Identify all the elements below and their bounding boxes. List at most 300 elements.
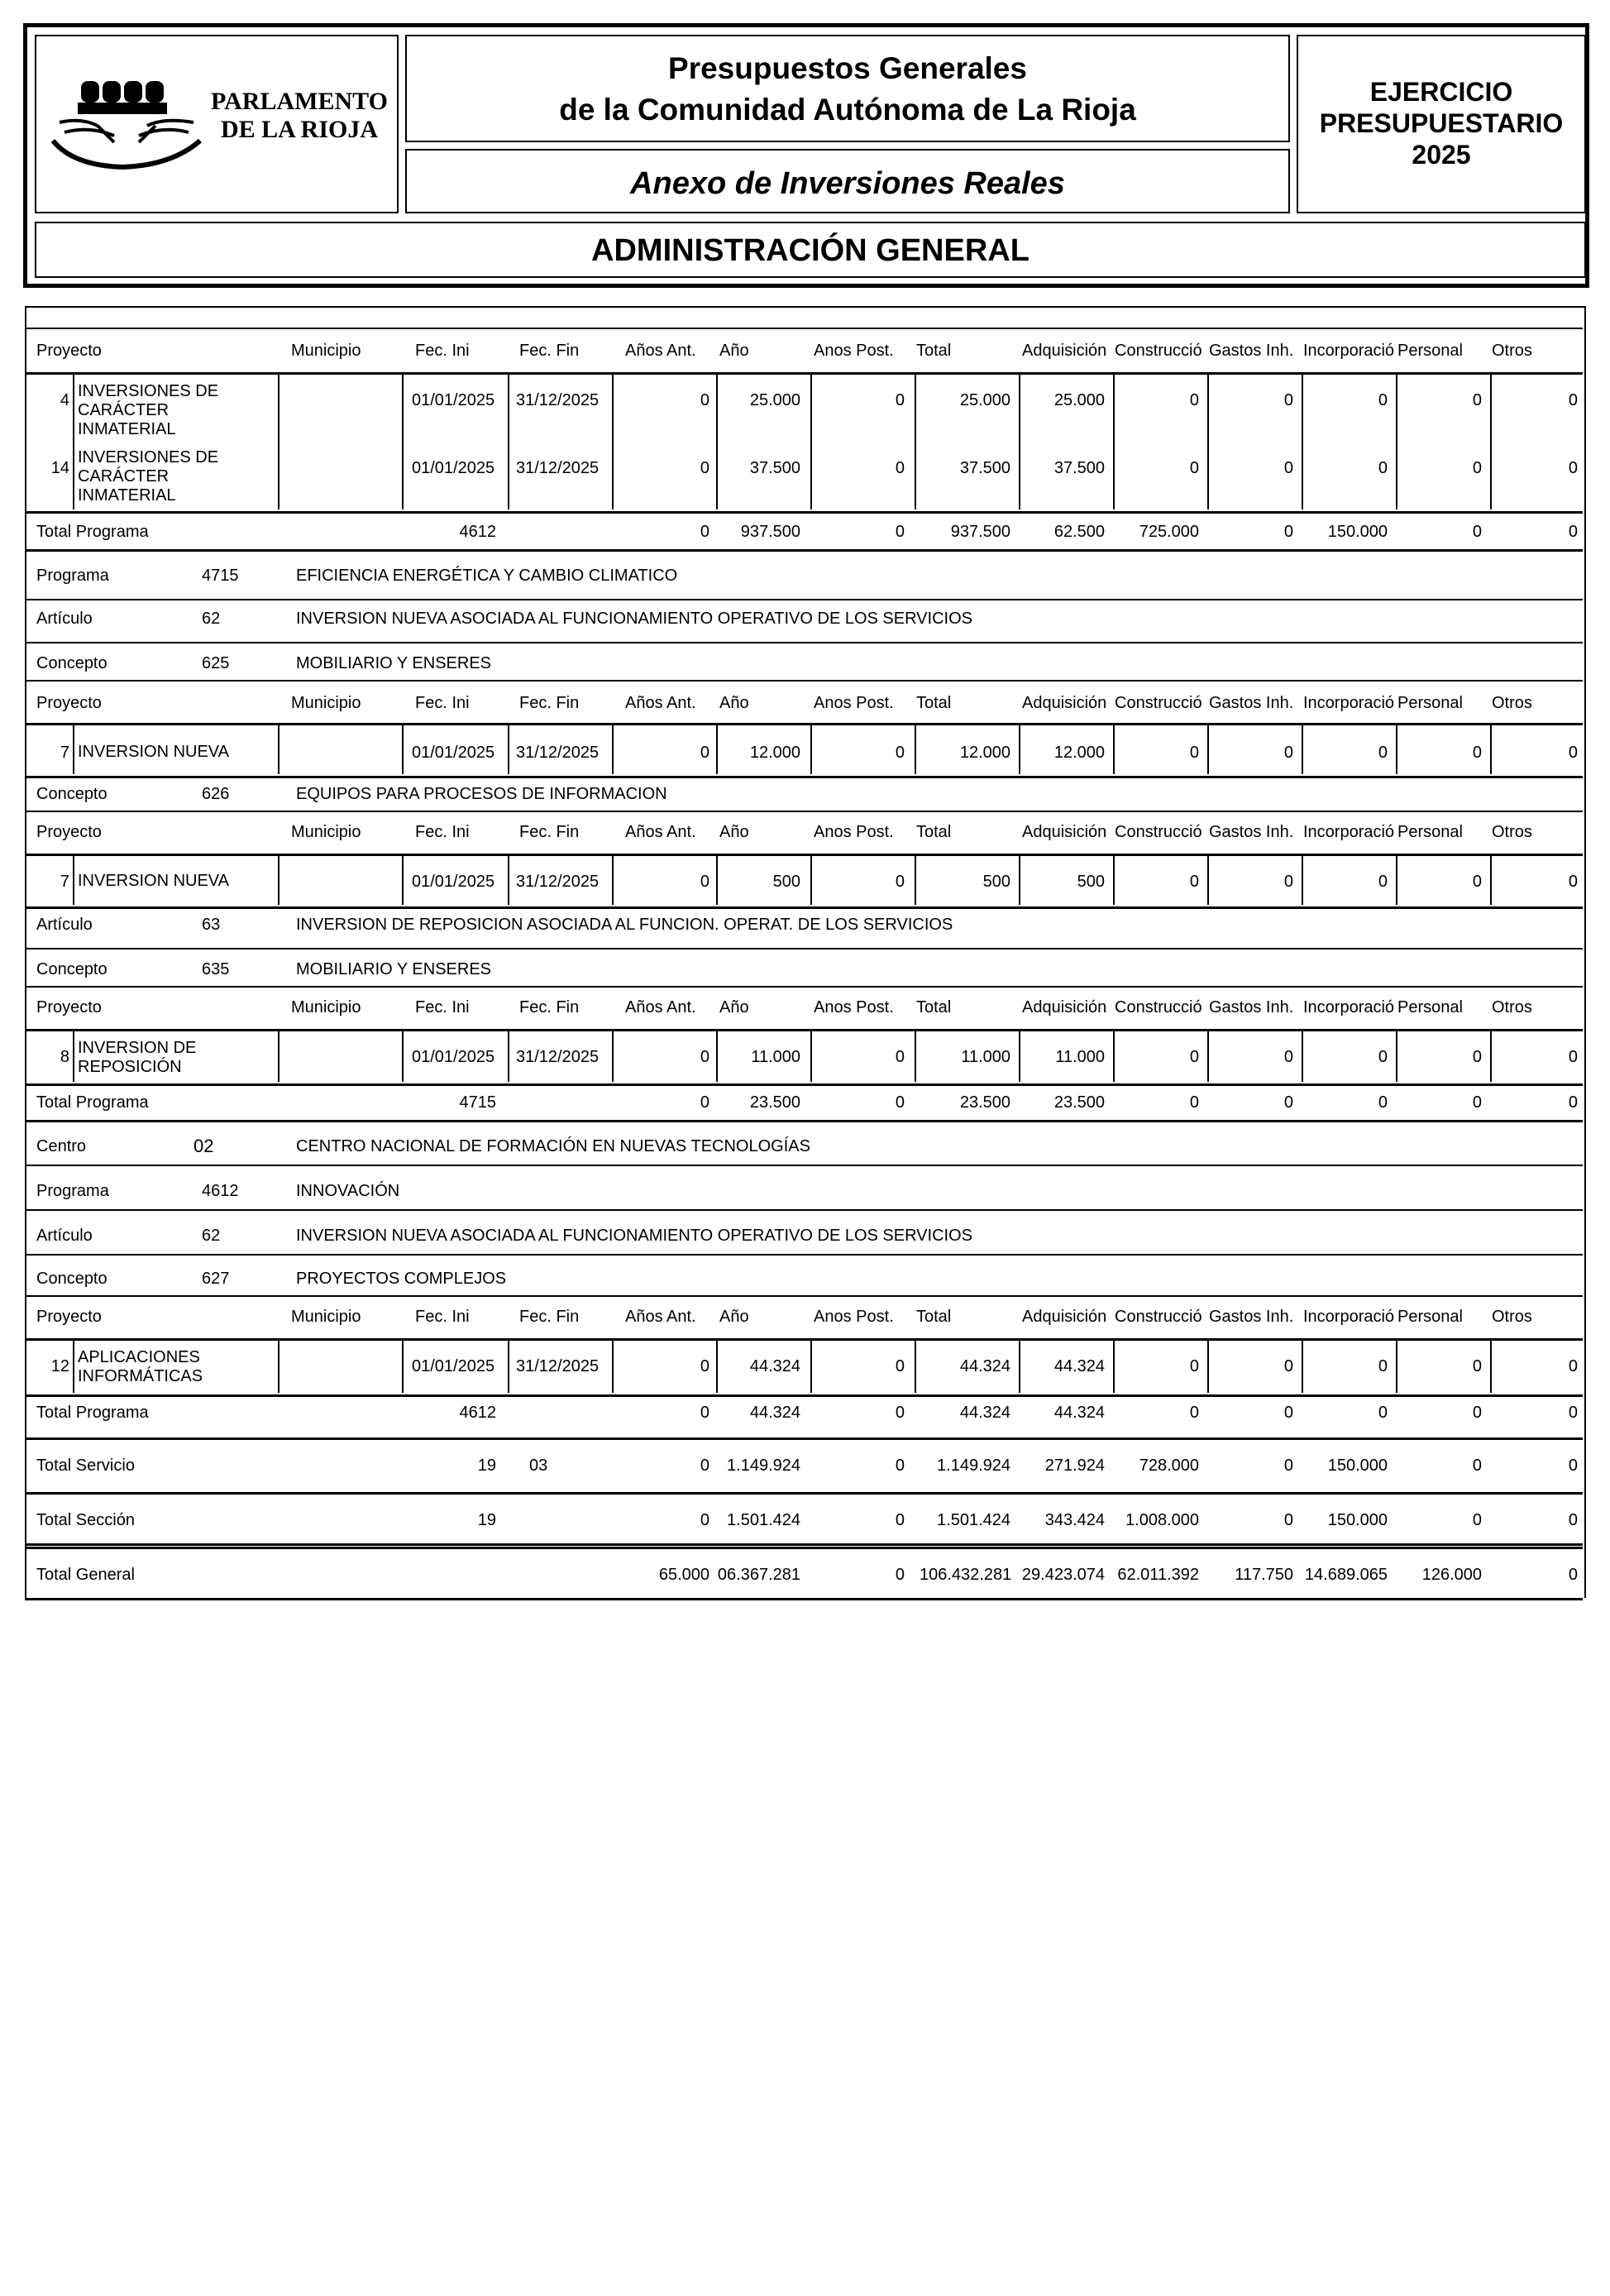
column-divider xyxy=(1396,374,1397,509)
column-header: Año xyxy=(719,823,749,841)
column-divider xyxy=(508,855,509,905)
column-header: Otros xyxy=(1492,1308,1532,1326)
cell-anio: 1.149.924 xyxy=(727,1457,800,1475)
column-divider xyxy=(810,374,812,509)
cell-fec-ini: 01/01/2025 xyxy=(412,391,495,409)
column-header: Municipio xyxy=(291,823,361,841)
column-divider xyxy=(1302,1340,1303,1393)
cell-ant: 65.000 xyxy=(658,1566,709,1584)
cell-cons: 725.000 xyxy=(1139,523,1199,541)
cell-cons: 0 xyxy=(1189,1357,1199,1375)
ejercicio-box xyxy=(1297,35,1586,213)
column-header: Personal xyxy=(1397,342,1463,360)
cell-pers: 0 xyxy=(1472,459,1482,477)
column-divider xyxy=(612,1031,614,1082)
cell-fec-ini: 01/01/2025 xyxy=(412,459,495,477)
column-divider xyxy=(810,1031,812,1082)
column-header: Gastos Inh. xyxy=(1209,694,1294,712)
cell-num: 4 xyxy=(60,391,69,409)
section-box xyxy=(35,222,1586,278)
row-divider xyxy=(25,1543,1583,1546)
info-label: Concepto xyxy=(36,654,107,672)
column-header: Construcció xyxy=(1115,998,1202,1016)
parliament-logo-icon xyxy=(48,74,205,174)
column-divider xyxy=(810,1340,812,1393)
cell-anio: 25.000 xyxy=(749,391,800,409)
total-code: 4612 xyxy=(459,523,496,541)
column-header: Año xyxy=(719,998,749,1016)
cell-post: 0 xyxy=(895,1404,905,1422)
column-header: Anos Post. xyxy=(814,1308,894,1326)
column-divider xyxy=(278,374,279,509)
info-name: INNOVACIÓN xyxy=(296,1182,400,1200)
column-header: Fec. Ini xyxy=(415,694,470,712)
cell-post: 0 xyxy=(895,1048,905,1066)
column-header: Otros xyxy=(1492,998,1532,1016)
cell-pers: 0 xyxy=(1472,1457,1482,1475)
ejercicio-line1: EJERCICIO xyxy=(1369,77,1513,107)
info-label: Concepto xyxy=(36,785,107,803)
column-divider xyxy=(1207,1031,1209,1082)
cell-fec-ini: 01/01/2025 xyxy=(412,1048,495,1066)
column-divider xyxy=(1019,1031,1020,1082)
info-label: Concepto xyxy=(36,960,107,978)
cell-otros: 0 xyxy=(1568,744,1578,762)
column-divider xyxy=(716,725,718,774)
row-divider xyxy=(25,1029,1583,1031)
cell-otros: 0 xyxy=(1568,1566,1578,1584)
subtitle-box xyxy=(405,149,1290,213)
info-label: Artículo xyxy=(36,1227,93,1245)
column-divider xyxy=(1396,725,1397,774)
column-header: Gastos Inh. xyxy=(1209,1308,1294,1326)
cell-inc: 14.689.065 xyxy=(1304,1566,1388,1584)
cell-total: 37.500 xyxy=(959,459,1010,477)
column-divider xyxy=(1207,855,1209,905)
cell-anio: 12.000 xyxy=(749,744,800,762)
total-code: 4612 xyxy=(459,1404,496,1422)
cell-otros: 0 xyxy=(1568,459,1578,477)
column-divider xyxy=(1113,1031,1115,1082)
row-divider xyxy=(25,1547,1583,1549)
column-divider xyxy=(1584,855,1586,905)
cell-adq: 12.000 xyxy=(1053,744,1105,762)
cell-inc: 0 xyxy=(1378,1404,1388,1422)
title-line1: Presupuestos Generales xyxy=(668,51,1027,85)
cell-fec-fin: 31/12/2025 xyxy=(516,1048,600,1066)
row-divider xyxy=(25,1120,1583,1122)
cell-total: 106.432.281 xyxy=(920,1566,1012,1584)
cell-fec-fin: 31/12/2025 xyxy=(516,391,600,409)
column-header: Proyecto xyxy=(36,694,102,712)
total-code: 19 xyxy=(477,1511,496,1529)
cell-anio: 06.367.281 xyxy=(717,1566,800,1584)
cell-ant: 0 xyxy=(700,523,709,541)
title-line2: de la Comunidad Autónoma de La Rioja xyxy=(559,93,1136,127)
row-divider xyxy=(25,811,1583,812)
column-header: Total xyxy=(916,823,952,841)
cell-anio: 1.501.424 xyxy=(727,1511,800,1529)
cell-pers: 0 xyxy=(1472,1404,1482,1422)
cell-adq: 343.424 xyxy=(1044,1511,1105,1529)
info-name: INVERSION DE REPOSICION ASOCIADA AL FUNCION. OPERAT. DE LOS SERVICIOS xyxy=(296,916,953,934)
row-divider xyxy=(25,1254,1583,1256)
column-divider xyxy=(278,855,279,905)
cell-gastos: 0 xyxy=(1283,391,1293,409)
info-label: Concepto xyxy=(36,1270,107,1288)
logo-text xyxy=(202,88,397,144)
info-code: 62 xyxy=(202,1227,221,1245)
logo-line1: PARLAMENTO xyxy=(211,88,388,115)
column-header: Fec. Fin xyxy=(519,1308,580,1326)
cell-num: 7 xyxy=(60,873,69,891)
column-header: Años Ant. xyxy=(625,823,696,841)
column-header: Otros xyxy=(1492,823,1532,841)
column-header: Personal xyxy=(1397,823,1463,841)
cell-gastos: 0 xyxy=(1283,1457,1293,1475)
column-divider xyxy=(1490,855,1492,905)
total-label: Total Servicio xyxy=(36,1457,135,1475)
column-divider xyxy=(1396,855,1397,905)
cell-num: 12 xyxy=(50,1357,69,1375)
column-divider xyxy=(1302,374,1303,509)
cell-cons: 728.000 xyxy=(1139,1457,1199,1475)
cell-pers: 0 xyxy=(1472,523,1482,541)
cell-fec-fin: 31/12/2025 xyxy=(516,744,600,762)
info-code: 4612 xyxy=(202,1182,239,1200)
cell-post: 0 xyxy=(895,391,905,409)
column-divider xyxy=(508,1340,509,1393)
total-label: Total Programa xyxy=(36,1404,149,1422)
column-divider xyxy=(810,725,812,774)
column-divider xyxy=(508,725,509,774)
cell-adq: 271.924 xyxy=(1044,1457,1105,1475)
column-header: Construcció xyxy=(1115,694,1202,712)
cell-pers: 0 xyxy=(1472,1357,1482,1375)
row-divider xyxy=(25,723,1583,725)
info-code: 02 xyxy=(193,1136,214,1156)
cell-pers: 126.000 xyxy=(1421,1566,1482,1584)
column-header: Personal xyxy=(1397,694,1463,712)
info-name: EFICIENCIA ENERGÉTICA Y CAMBIO CLIMATICO xyxy=(296,567,678,585)
cell-post: 0 xyxy=(895,1566,905,1584)
column-divider xyxy=(915,725,916,774)
cell-adq: 11.000 xyxy=(1055,1048,1105,1066)
column-header: Otros xyxy=(1492,694,1532,712)
column-divider xyxy=(716,1031,718,1082)
cell-anio: 11.000 xyxy=(751,1048,800,1066)
column-header: Construcció xyxy=(1115,1308,1202,1326)
cell-pers: 0 xyxy=(1472,873,1482,891)
cell-inc: 0 xyxy=(1378,1357,1388,1375)
info-name: PROYECTOS COMPLEJOS xyxy=(296,1270,507,1288)
column-divider xyxy=(402,855,404,905)
column-header: Fec. Fin xyxy=(519,342,580,360)
info-label: Artículo xyxy=(36,916,93,934)
column-header: Construcció xyxy=(1115,342,1202,360)
column-header: Adquisición xyxy=(1022,998,1107,1016)
cell-total: 23.500 xyxy=(959,1093,1010,1112)
cell-ant: 0 xyxy=(700,391,709,409)
cell-post: 0 xyxy=(895,1357,905,1375)
cell-post: 0 xyxy=(895,459,905,477)
column-header: Adquisición xyxy=(1022,1308,1107,1326)
cell-num: 14 xyxy=(50,459,69,477)
column-header: Proyecto xyxy=(36,998,102,1016)
cell-ant: 0 xyxy=(700,1511,709,1529)
cell-inc: 0 xyxy=(1378,459,1388,477)
row-divider xyxy=(25,1598,1583,1600)
column-divider xyxy=(1207,725,1209,774)
total-label: Total General xyxy=(36,1566,135,1584)
column-divider xyxy=(73,855,74,905)
cell-desc: INVERSION NUEVA xyxy=(78,743,229,761)
cell-fec-fin: 31/12/2025 xyxy=(516,1357,600,1375)
column-header: Municipio xyxy=(291,998,361,1016)
column-header: Incorporació xyxy=(1303,342,1395,360)
logo-line2: DE LA RIOJA xyxy=(220,116,379,143)
info-label: Programa xyxy=(36,1182,109,1200)
column-divider xyxy=(1584,374,1586,509)
logo-box xyxy=(35,35,399,213)
cell-gastos: 117.750 xyxy=(1235,1566,1293,1584)
column-divider xyxy=(1113,855,1115,905)
cell-cons: 1.008.000 xyxy=(1125,1511,1199,1529)
cell-total: 1.501.424 xyxy=(937,1511,1010,1529)
column-header: Otros xyxy=(1492,342,1532,360)
row-divider xyxy=(25,372,1583,375)
cell-desc: APLICACIONES INFORMÁTICAS xyxy=(78,1348,203,1385)
info-name: INVERSION NUEVA ASOCIADA AL FUNCIONAMIENTO OPERATIVO DE LOS SERVICIOS xyxy=(296,1227,972,1245)
column-header: Anos Post. xyxy=(814,998,894,1016)
row-divider xyxy=(25,549,1583,552)
cell-post: 0 xyxy=(895,744,905,762)
row-divider xyxy=(25,986,1583,988)
cell-desc: INVERSIONES DE CARÁCTER INMATERIAL xyxy=(78,448,219,505)
cell-pers: 0 xyxy=(1472,1093,1482,1112)
column-header: Fec. Fin xyxy=(519,823,580,841)
cell-gastos: 0 xyxy=(1283,873,1293,891)
cell-total: 11.000 xyxy=(961,1048,1010,1066)
row-divider xyxy=(25,1209,1583,1211)
column-header: Proyecto xyxy=(36,342,102,360)
column-divider xyxy=(278,1031,279,1082)
column-header: Personal xyxy=(1397,1308,1463,1326)
row-divider xyxy=(25,642,1583,643)
cell-total: 44.324 xyxy=(959,1357,1010,1375)
column-header: Proyecto xyxy=(36,823,102,841)
row-divider xyxy=(25,511,1583,514)
column-divider xyxy=(716,855,718,905)
column-divider xyxy=(1584,1340,1586,1393)
info-code: 625 xyxy=(202,654,230,672)
title-box xyxy=(405,35,1290,142)
cell-otros: 0 xyxy=(1568,873,1578,891)
column-divider xyxy=(73,1031,74,1082)
cell-inc: 150.000 xyxy=(1327,1457,1388,1475)
column-header: Total xyxy=(916,342,952,360)
column-divider xyxy=(915,374,916,509)
column-header: Incorporació xyxy=(1303,823,1395,841)
cell-otros: 0 xyxy=(1568,1357,1578,1375)
cell-post: 0 xyxy=(895,523,905,541)
cell-otros: 0 xyxy=(1568,1048,1578,1066)
column-header: Fec. Fin xyxy=(519,694,580,712)
column-divider xyxy=(1490,374,1492,509)
cell-total: 44.324 xyxy=(959,1404,1010,1422)
cell-otros: 0 xyxy=(1568,391,1578,409)
column-header: Adquisición xyxy=(1022,342,1107,360)
cell-gastos: 0 xyxy=(1283,744,1293,762)
cell-otros: 0 xyxy=(1568,1511,1578,1529)
cell-cons: 62.011.392 xyxy=(1117,1566,1199,1584)
column-header: Incorporació xyxy=(1303,694,1395,712)
cell-gastos: 0 xyxy=(1283,523,1293,541)
column-divider xyxy=(716,374,718,509)
column-header: Municipio xyxy=(291,694,361,712)
cell-pers: 0 xyxy=(1472,1511,1482,1529)
column-header: Año xyxy=(719,342,749,360)
column-header: Personal xyxy=(1397,998,1463,1016)
cell-desc: INVERSION NUEVA xyxy=(78,872,229,890)
info-label: Programa xyxy=(36,567,109,585)
column-divider xyxy=(1490,1340,1492,1393)
total-label: Total Sección xyxy=(36,1511,135,1529)
column-divider xyxy=(73,1340,74,1393)
info-label: Centro xyxy=(36,1137,87,1155)
cell-adq: 37.500 xyxy=(1053,459,1105,477)
total-code2: 03 xyxy=(529,1457,548,1475)
info-name: MOBILIARIO Y ENSERES xyxy=(296,654,492,672)
column-divider xyxy=(1302,1031,1303,1082)
cell-post: 0 xyxy=(895,873,905,891)
column-divider xyxy=(612,725,614,774)
cell-otros: 0 xyxy=(1568,1093,1578,1112)
column-header: Anos Post. xyxy=(814,823,894,841)
ejercicio-line2: PRESUPUESTARIO xyxy=(1319,108,1564,138)
cell-post: 0 xyxy=(895,1511,905,1529)
cell-inc: 0 xyxy=(1378,744,1388,762)
cell-pers: 0 xyxy=(1472,744,1482,762)
column-header: Anos Post. xyxy=(814,694,894,712)
column-header: Fec. Ini xyxy=(415,998,470,1016)
cell-anio: 500 xyxy=(772,873,800,891)
cell-inc: 150.000 xyxy=(1327,523,1388,541)
column-divider xyxy=(716,1340,718,1393)
cell-total: 12.000 xyxy=(959,744,1010,762)
column-divider xyxy=(612,855,614,905)
cell-otros: 0 xyxy=(1568,1457,1578,1475)
column-divider xyxy=(278,725,279,774)
row-divider xyxy=(25,599,1583,600)
column-divider xyxy=(402,725,404,774)
cell-ant: 0 xyxy=(700,1357,709,1375)
cell-inc: 0 xyxy=(1378,1048,1388,1066)
column-divider xyxy=(278,1340,279,1393)
cell-inc: 0 xyxy=(1378,391,1388,409)
info-name: EQUIPOS PARA PROCESOS DE INFORMACION xyxy=(296,785,667,803)
cell-anio: 37.500 xyxy=(749,459,800,477)
info-label: Artículo xyxy=(36,610,93,628)
total-label: Total Programa xyxy=(36,523,149,541)
column-divider xyxy=(1490,725,1492,774)
column-header: Fec. Ini xyxy=(415,1308,470,1326)
cell-ant: 0 xyxy=(700,873,709,891)
info-name: MOBILIARIO Y ENSERES xyxy=(296,960,492,978)
column-divider xyxy=(1019,725,1020,774)
cell-post: 0 xyxy=(895,1457,905,1475)
cell-total: 937.500 xyxy=(950,523,1010,541)
column-header: Año xyxy=(719,694,749,712)
column-header: Total xyxy=(916,694,952,712)
cell-adq: 44.324 xyxy=(1053,1357,1105,1375)
cell-total: 1.149.924 xyxy=(937,1457,1010,1475)
column-divider xyxy=(810,855,812,905)
cell-ant: 0 xyxy=(700,1457,709,1475)
column-header: Adquisición xyxy=(1022,694,1107,712)
column-divider xyxy=(73,374,74,509)
info-name: CENTRO NACIONAL DE FORMACIÓN EN NUEVAS TECNOLOGÍAS xyxy=(296,1137,810,1155)
cell-ant: 0 xyxy=(700,1404,709,1422)
cell-gastos: 0 xyxy=(1283,1357,1293,1375)
column-divider xyxy=(1302,725,1303,774)
cell-fec-ini: 01/01/2025 xyxy=(412,744,495,762)
column-divider xyxy=(612,1340,614,1393)
cell-gastos: 0 xyxy=(1283,459,1293,477)
cell-cons: 0 xyxy=(1189,391,1199,409)
column-header: Incorporació xyxy=(1303,1308,1395,1326)
cell-inc: 0 xyxy=(1378,873,1388,891)
cell-fec-fin: 31/12/2025 xyxy=(516,459,600,477)
column-header: Años Ant. xyxy=(625,694,696,712)
column-header: Fec. Ini xyxy=(415,823,470,841)
cell-anio: 937.500 xyxy=(740,523,800,541)
column-divider xyxy=(1113,725,1115,774)
column-header: Proyecto xyxy=(36,1308,102,1326)
cell-anio: 44.324 xyxy=(749,1357,800,1375)
column-divider xyxy=(508,374,509,509)
row-divider xyxy=(25,1437,1583,1440)
column-header: Años Ant. xyxy=(625,998,696,1016)
column-divider xyxy=(1207,374,1209,509)
info-code: 627 xyxy=(202,1270,230,1288)
cell-fec-fin: 31/12/2025 xyxy=(516,873,600,891)
column-divider xyxy=(1302,855,1303,905)
row-divider xyxy=(25,1295,1583,1297)
column-divider xyxy=(915,855,916,905)
info-code: 626 xyxy=(202,785,230,803)
cell-total: 25.000 xyxy=(959,391,1010,409)
row-divider xyxy=(25,1165,1583,1166)
column-divider xyxy=(73,725,74,774)
cell-ant: 0 xyxy=(700,1093,709,1112)
info-name: INVERSION NUEVA ASOCIADA AL FUNCIONAMIENTO OPERATIVO DE LOS SERVICIOS xyxy=(296,610,972,628)
info-code: 62 xyxy=(202,610,221,628)
column-header: Municipio xyxy=(291,1308,361,1326)
cell-cons: 0 xyxy=(1189,459,1199,477)
cell-adq: 25.000 xyxy=(1053,391,1105,409)
cell-total: 500 xyxy=(982,873,1010,891)
cell-pers: 0 xyxy=(1472,391,1482,409)
row-divider xyxy=(25,948,1583,949)
column-header: Año xyxy=(719,1308,749,1326)
column-divider xyxy=(915,1031,916,1082)
row-divider xyxy=(25,680,1583,682)
row-divider xyxy=(25,906,1583,909)
column-header: Años Ant. xyxy=(625,1308,696,1326)
column-header: Fec. Fin xyxy=(519,998,580,1016)
cell-ant: 0 xyxy=(700,459,709,477)
